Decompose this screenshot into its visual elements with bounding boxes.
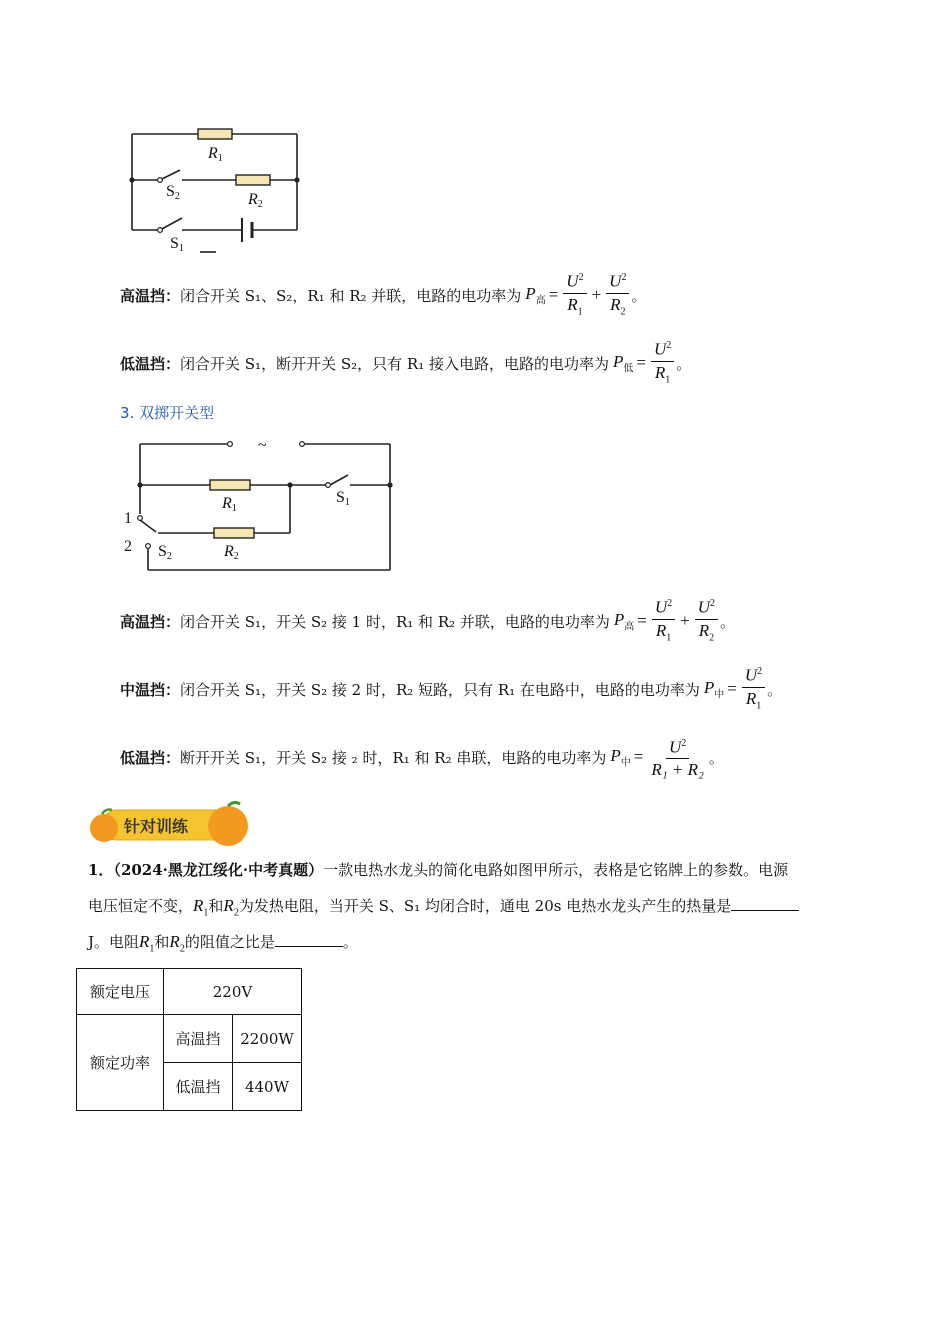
spec-table [76, 968, 302, 1111]
fraction-u2-r2: $\frac{U^2}{R_2}$ [606, 268, 629, 322]
svg-text:S2: S2 [158, 543, 172, 562]
power-symbol: P [525, 283, 536, 303]
high-temp-cell: 高温挡 [164, 1015, 233, 1063]
answer-blank-1[interactable] [731, 896, 799, 911]
high-power-value: 2200W [233, 1015, 302, 1063]
fraction-u2-r1: $\frac{U^2}{R_1}$ [651, 336, 674, 390]
svg-text:2: 2 [124, 538, 132, 555]
practice-banner [88, 800, 250, 850]
low-power-value: 440W [233, 1063, 302, 1111]
resistor-r1 [210, 480, 250, 490]
low-temp-line-2: 低温挡： 断开开关 S₁，开关 S₂ 接 ₂ 时，R₁ 和 R₂ 串联，电路的电功率为 $P_中$ = $\frac{U^2}{\text{R₁ + R₂}}$ 。 [120, 728, 724, 786]
banner-title: 针对训练 [124, 817, 189, 836]
question-1: 1．（2024·黑龙江绥化·中考真题）一款电热水龙头的简化电路如图甲所示，表格是它铭牌上的参数。电源 电压恒定不变，$R_1$和$R_2$为发热电阻，当开关 S、S₁ 均闭合时，通电 20s 电热水龙头产生的热量是 J。电阻$R_1$和$R_2$的阻值之比是 。 [88, 852, 864, 960]
c1-s2-label: S [166, 183, 175, 200]
orange-icon [208, 806, 248, 846]
svg-text:R2: R2 [248, 191, 263, 210]
svg-text:R1: R1 [222, 495, 237, 514]
answer-blank-2[interactable] [275, 932, 343, 947]
question-source: （2024·黑龙江绥化·中考真题） [113, 861, 324, 879]
low-temp-text: 闭合开关 S₁，断开开关 S₂，只有 R₁ 接入电路，电路的电功率为 [180, 354, 609, 373]
svg-text:S2: S2 [166, 183, 180, 202]
high-temp-line-2: 高温挡： 闭合开关 S₁，开关 S₂ 接 1 时，R₁ 和 R₂ 并联，电路的电功率为 $P_高$ = $\frac{U^2}{R_1}$ + $\frac{U^2}{R_2}$ 。 [120, 592, 735, 650]
high-temp-line-1: 高温挡： 闭合开关 S₁、S₂，R₁ 和 R₂ 并联，电路的电功率为 $P_高$ = $\frac{U^2}{R_1}$ + $\frac{U^2}{R_2}$ 。 [120, 266, 646, 324]
low-temp-cell: 低温挡 [164, 1063, 233, 1111]
high-temp-text: 闭合开关 S₁、S₂，R₁ 和 R₂ 并联，电路的电功率为 [180, 286, 522, 305]
question-number: 1． [88, 861, 114, 879]
orange-icon [90, 814, 118, 842]
svg-text:S1: S1 [336, 489, 350, 508]
resistor-r2 [214, 528, 254, 538]
c1-r1-label: R [208, 145, 218, 162]
fraction-u2-r1: $\frac{U^2}{R_1}$ [563, 268, 586, 322]
c1-r2-label: R [248, 191, 258, 208]
rated-power-label: 额定功率 [77, 1015, 164, 1111]
svg-text:S1: S1 [170, 235, 184, 254]
low-temp-label: 低温挡： [120, 354, 181, 373]
circuit-diagram-2 [118, 430, 398, 575]
resistor-r1 [198, 129, 232, 139]
svg-text:R1: R1 [208, 145, 223, 164]
mid-temp-line-2: 中温挡： 闭合开关 S₁，开关 S₂ 接 2 时，R₂ 短路，只有 R₁ 在电路中，电路的电功率为 $P_中$ = $\frac{U^2}{R_1}$ 。 [120, 660, 782, 718]
circuit-diagram-1 [120, 118, 310, 258]
c1-s1-label: S [170, 235, 179, 252]
section-title: 3. 双掷开关型 [120, 404, 215, 422]
rated-voltage-label: 额定电压 [77, 969, 164, 1015]
svg-text:R2: R2 [224, 543, 239, 562]
resistor-r2 [236, 175, 270, 185]
low-temp-line-1: 低温挡： 闭合开关 S₁，断开开关 S₂，只有 R₁ 接入电路，电路的电功率为 $P_低$ = $\frac{U^2}{R_1}$ 。 [120, 334, 691, 392]
high-temp-label: 高温挡： [120, 286, 181, 305]
rated-voltage-value: 220V [164, 969, 302, 1015]
ac-source-symbol: ~ [258, 437, 267, 454]
svg-text:1: 1 [124, 510, 132, 527]
